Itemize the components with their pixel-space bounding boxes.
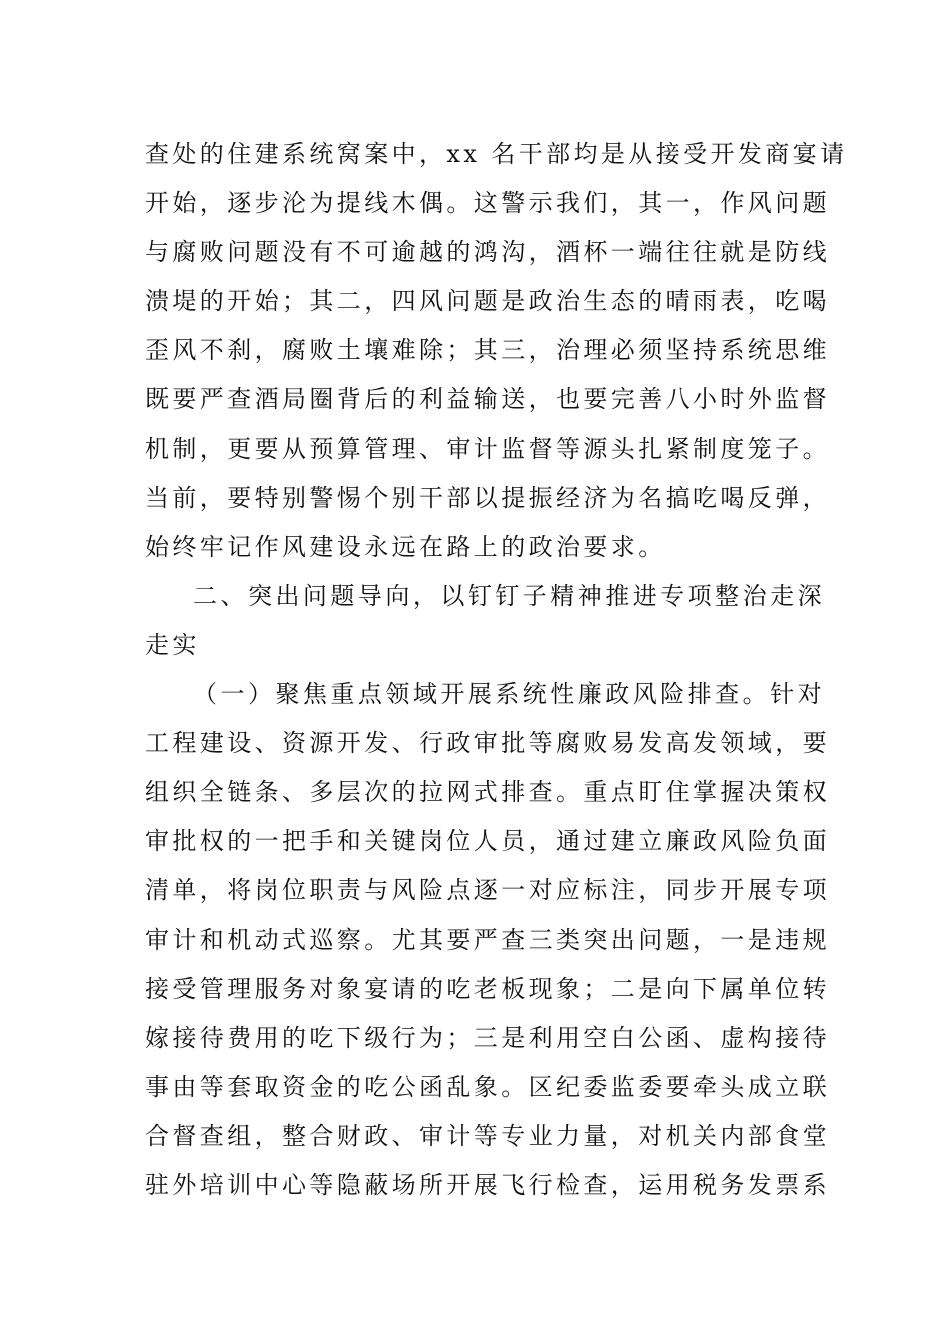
heading-line: 二、突出问题导向，以钉钉子精神推进专项整治走深 [193,581,825,610]
text-line: 工程建设、资源开发、行政审批等腐败易发高发领域，要 [145,729,830,758]
text-line: 当前，要特别警惕个别干部以提振经济为名搞吃喝反弹， [145,483,830,512]
text-line: 接受管理服务对象宴请的吃老板现象；二是向下属单位转 [145,974,830,1003]
body-paragraph [145,130,848,572]
sub-heading-paragraph [145,670,830,1210]
text-line: 清单，将岗位职责与风险点逐一对应标注，同步开展专项 [145,876,830,905]
text-line: 既要严查酒局圈背后的利益输送，也要完善八小时外监督 [145,385,830,414]
heading-line: 走实 [145,630,200,659]
text-line: 嫁接待费用的吃下级行为；三是利用空白公函、虚构接待 [145,1023,830,1052]
document-body [145,130,848,1210]
text-line: 与腐败问题没有不可逾越的鸿沟，酒杯一端往往就是防线 [145,238,830,267]
text-line: 溃堤的开始；其二，四风问题是政治生态的晴雨表，吃喝 [145,287,830,316]
text-line: 组织全链条、多层次的拉网式排查。重点盯住掌握决策权 [145,778,830,807]
text-line: 机制，更要从预算管理、审计监督等源头扎紧制度笼子。 [145,434,830,463]
text-line: 驻外培训中心等隐蔽场所开展飞行检查，运用税务发票系 [145,1170,830,1199]
text-line: 查处的住建系统窝案中，xx 名干部均是从接受开发商宴请 [145,140,848,168]
text-line: 审计和机动式巡察。尤其要严查三类突出问题，一是违规 [145,925,830,954]
text-line: 开始，逐步沦为提线木偶。这警示我们，其一，作风问题 [145,189,830,218]
text-line: 始终牢记作风建设永远在路上的政治要求。 [145,532,666,561]
text-line: 审批权的一把手和关键岗位人员，通过建立廉政风险负面 [145,827,830,856]
text-line: 歪风不刹，腐败土壤难除；其三，治理必须坚持系统思维 [145,336,830,365]
text-line: 合督查组，整合财政、审计等专业力量，对机关内部食堂 [145,1121,830,1150]
section-heading [145,572,825,670]
text-line: （一）聚焦重点领域开展系统性廉政风险排查。针对 [193,680,825,709]
text-line: 事由等套取资金的吃公函乱象。区纪委监委要牵头成立联 [145,1072,830,1101]
